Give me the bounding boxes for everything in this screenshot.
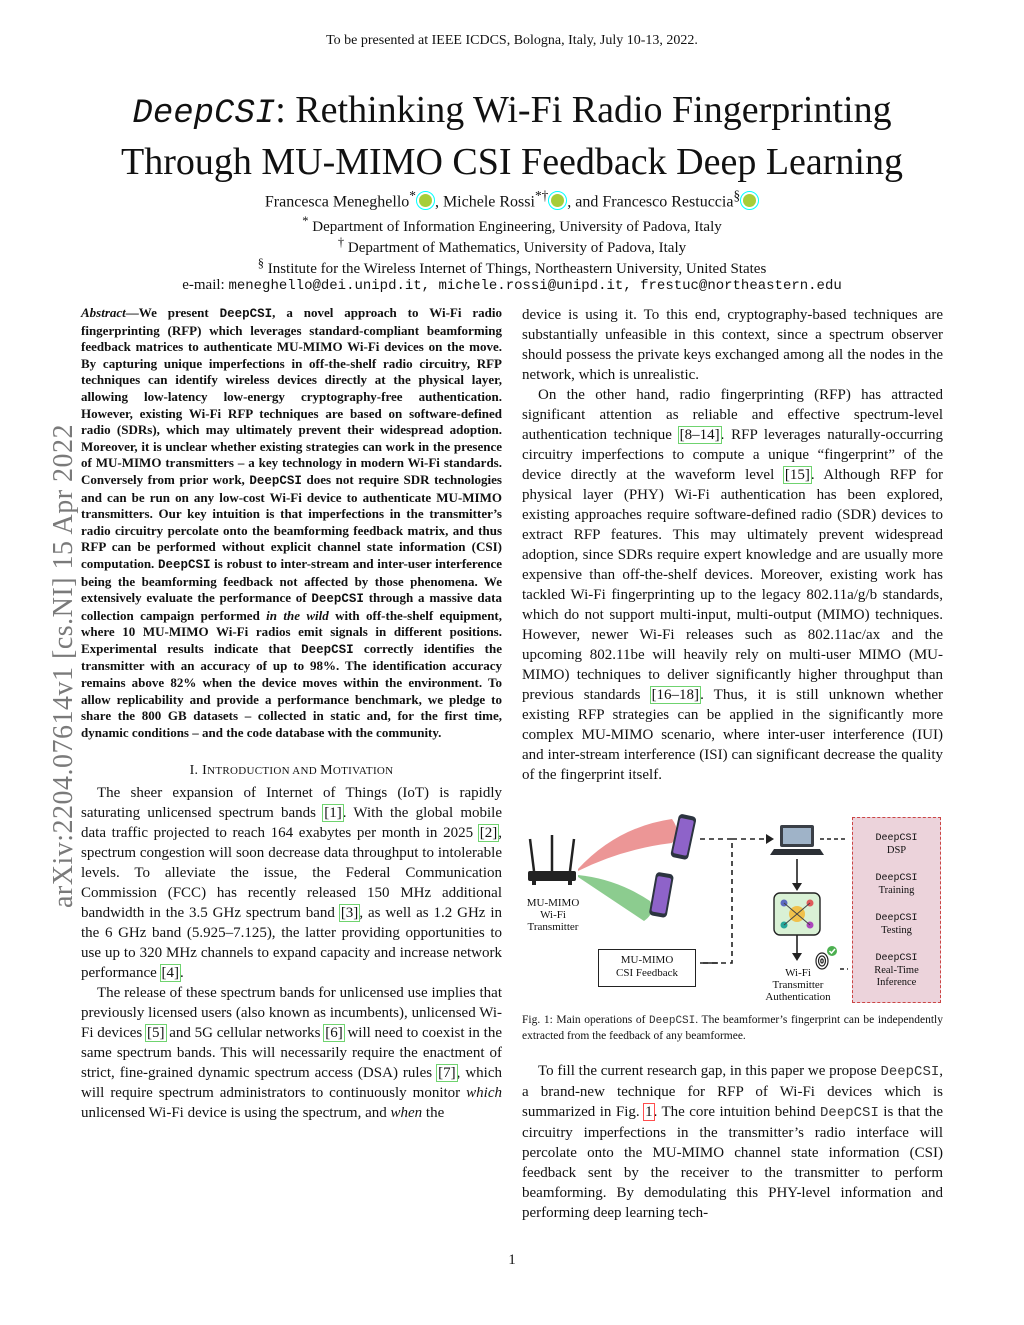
system-name: DeepCSI — [219, 307, 273, 321]
citation-link[interactable]: [5] — [147, 1025, 165, 1042]
authentication-label — [754, 967, 842, 1003]
paragraph-text: . With the global mobile data traffic projected to reach 164 exabytes per month in 2025 — [81, 805, 502, 842]
left-column — [81, 305, 502, 1123]
stack-sub: Inference — [876, 977, 917, 988]
laptop-icon — [770, 825, 824, 855]
citation-link[interactable]: [6] — [325, 1025, 343, 1042]
caption-text: . The beamformer’s fingerprint can be independently extracted from the feedback of any beamformee. — [522, 1014, 943, 1042]
citation-link[interactable]: [8–14] — [679, 427, 720, 443]
paragraph-text: is that the circuitry imperfections in the transmitter’s radio interface will percolate onto the MU-MIMO channel state information (CSI) feedback sent by the receiver to the transmitter to perform beamforming. By demodulating this PHY-level information and performing deep learning tech- — [522, 1104, 943, 1221]
affiliation-mark: * — [302, 214, 309, 228]
title-system-name: DeepCSI — [132, 95, 276, 133]
stack-sub: Training — [878, 885, 915, 896]
abstract-text: with off-the-shelf equipment, where 10 MU-MIMO Wi-Fi radios emit signals in different positions. Experimental results indicate that — [81, 607, 502, 656]
stack-item-testing — [853, 912, 940, 937]
citation-link[interactable]: [4] — [161, 965, 180, 982]
transmitter-label — [522, 897, 584, 933]
affiliation-text: Department of Mathematics, University of Padova, Italy — [344, 240, 687, 256]
affiliation — [0, 256, 1024, 278]
figure-link[interactable]: 1 — [645, 1104, 653, 1120]
arxiv-stamp: arXiv:2204.07614v1 [cs.NI] 15 Apr 2022 — [48, 423, 79, 909]
stack-sub: DSP — [886, 845, 907, 856]
citation-link[interactable]: [15] — [784, 467, 810, 483]
section-title: NTRODUCTION AND — [207, 765, 321, 778]
stack-sub: Real-Time — [874, 965, 919, 976]
paragraph — [81, 783, 502, 983]
abstract-text: correctly identifies the transmitter with an accuracy of up to 98%. The identification accuracy remains above 82% when the device moves within the environment. To allow replicability and provide a performance benchmark, we pledge to share the 800 GB datasets – collected in static and, for the first time, dynamic conditions – and the code database with the community. — [81, 640, 502, 740]
email-line — [0, 277, 1024, 294]
abstract — [81, 305, 502, 741]
paragraph — [81, 983, 502, 1123]
author-mark: § — [733, 188, 741, 203]
system-name: DeepCSI — [311, 592, 364, 607]
neural-network-icon — [774, 893, 820, 935]
affiliation-text: Institute for the Wireless Internet of Things, Northeastern University, United States — [263, 261, 767, 277]
citation-link[interactable]: [2] — [479, 825, 498, 842]
abstract-text: does not require SDR technologies and can be run on any low-cost Wi-Fi device to authenticate MU-MIMO transmitters. Our key intuition is that imperfections in the transmitter’s radio circuitry percolate onto the beamforming feedback matrix, and thus RFP can be performed without explicit channel state information (CSI) computation. — [81, 471, 502, 571]
abstract-emphasis: in the wild — [266, 607, 329, 623]
paragraph-text: , spectrum congestion will soon decrease data throughput to intolerable levels. To alleviate the issue, the Federal Communication Commission (FCC) has recently released 150 MHz additional bandwidth in the 3.5 GHz spectrum band — [81, 825, 502, 922]
author-name: , and Francesco Restuccia — [567, 193, 734, 211]
label-line: Authentication — [765, 991, 831, 1003]
figure-1 — [522, 809, 943, 1005]
feedback-arrow — [700, 839, 732, 963]
title-line2: Through MU-MIMO CSI Feedback Deep Learning — [121, 141, 903, 183]
title-line1: : Rethinking Wi-Fi Radio Fingerprinting — [275, 89, 892, 131]
stack-name: DeepCSI — [875, 953, 918, 964]
paragraph-text: . Although RFP for physical layer (PHY) Wi-Fi authentication has been explored, existing approaches require software-defined radio (SDR) devices to extract RFP features. This may ultimately prevent widespread adoption, since SDRs require expert knowledge and are usually more expensive than off-the-shelf devices. Moreover, existing work has tackled Wi-Fi fingerprinting up to the legacy 802.11a/g/b standards, which do not support multi-input, multi-output (MIMO) techniques. However, newer Wi-Fi releases such as 802.11ac/ax and the upcoming 802.11be will heavily rely on multi-user MIMO (MU-MIMO) techniques to deliver significantly higher throughput than previous standards — [522, 467, 943, 703]
paragraph-text: , as well as 1.2 GHz in the 6 GHz band (5.925–7.125), the latter providing opportunities to use up to 320 MHz channels to expand capacity and increase network performance — [81, 905, 502, 982]
system-name: DeepCSI — [649, 1015, 696, 1027]
affiliation — [0, 214, 1024, 236]
paragraph-text: , a brand-new technique for RFP of Wi-Fi devices which is summarized in Fig. — [522, 1063, 943, 1120]
red-beam-icon — [578, 819, 677, 871]
check-icon — [827, 946, 837, 956]
deepcsi-stack — [852, 817, 941, 1003]
venue-note: To be presented at IEEE ICDCS, Bologna, Italy, July 10-13, 2022. — [326, 33, 698, 48]
figure-caption — [522, 1013, 943, 1043]
stack-name: DeepCSI — [875, 873, 918, 884]
paragraph-text: the — [422, 1105, 445, 1122]
system-name: DeepCSI — [157, 557, 211, 572]
author-mark: *† — [534, 188, 549, 203]
right-column — [522, 305, 943, 1223]
author-name: , Michele Rossi — [434, 193, 535, 211]
paragraph-text: and 5G cellular networks — [165, 1025, 325, 1042]
orcid-icon[interactable] — [551, 194, 564, 207]
csi-feedback-box — [598, 949, 696, 987]
paragraph-text: . The core intuition behind — [653, 1104, 821, 1120]
affiliation-mark: § — [257, 256, 264, 270]
orcid-icon[interactable] — [419, 194, 432, 207]
router-icon — [528, 835, 576, 885]
emphasis: which — [466, 1085, 502, 1102]
label-line: MU-MIMO — [526, 897, 580, 909]
orcid-icon[interactable] — [743, 194, 756, 207]
citation-link[interactable]: [7] — [438, 1065, 456, 1082]
box-line: MU-MIMO — [620, 954, 674, 966]
caption-text: Fig. 1: Main operations of — [522, 1014, 650, 1026]
email-label: e-mail: — [182, 277, 229, 293]
paragraph-text: . RFP leverages naturally-occurring circuitry imperfections to compute a unique “fingerprint” of the device directly at the waveform level — [522, 427, 944, 483]
emphasis: when — [390, 1105, 423, 1122]
paper-title — [40, 86, 984, 186]
paragraph-text: , which will require spectrum administrators to continuously monitor — [81, 1065, 502, 1102]
affiliation-text: Department of Information Engineering, University of Padova, Italy — [308, 219, 722, 235]
affiliation-mark: † — [337, 235, 345, 249]
citation-link[interactable]: [1] — [324, 805, 342, 822]
abstract-label: Abstract — [81, 305, 126, 320]
citation-link[interactable]: [16–18] — [651, 687, 700, 703]
author-mark: * — [409, 188, 416, 203]
paragraph-text: On the other hand, radio fingerprinting (RFP) has attracted significant attention as reliable and effective spectrum-level authentication technique — [522, 387, 943, 443]
paragraph — [522, 1061, 943, 1223]
paragraph-text: The release of these spectrum bands for unlicensed use implies that previously licensed users (also known as incumbents), unlicensed Wi-Fi devices — [81, 985, 502, 1042]
section-title: OTIVATION — [332, 765, 394, 778]
label-line: Transmitter — [772, 979, 824, 991]
phone-icon — [649, 872, 674, 918]
box-line: CSI Feedback — [615, 967, 678, 979]
abstract-text: , a novel approach to Wi-Fi radio fingerprinting (RFP) which leverages standard-compliant beamforming feedback matrices to authenticate MU-MIMO Wi-Fi devices on the move. By capturing unique imperfections in off-the-shelf radio circuitry, RFP techniques can identify wireless devices directly at the physical layer, allowing low-latency low-energy cryptography-free authentication. However, existing Wi-Fi RFP techniques are based on software-defined radio (SDRs), which may ultimately prevent their widespread adoption. Moreover, it is unclear whether existing strategies can work in the presence of MU-MIMO transmitters – a key technology in modern Wi-Fi standards. Conversely from prior work, — [81, 305, 502, 487]
label-line: Transmitter — [527, 921, 579, 933]
paragraph-text: will need to coexist in the same spectrum bands. This will necessarily require the enactment of strict, fine-grained dynamic spectrum access (DSA) rules — [81, 1025, 503, 1082]
abstract-text: is robust to inter-stream and inter-user interference being the beamforming feedback not affected by those phenomena. We extensively evaluate the performance of — [81, 555, 502, 606]
paragraph-text: To fill the current research gap, in this paper we propose — [538, 1063, 881, 1079]
page-number: 1 — [508, 1252, 516, 1268]
system-name: DeepCSI — [249, 473, 302, 488]
stack-item-training — [853, 872, 940, 897]
paragraph — [522, 385, 943, 785]
label-line: Wi-Fi — [785, 967, 811, 979]
label-line: Wi-Fi — [540, 909, 566, 921]
citation-link[interactable]: [3] — [340, 905, 359, 922]
paragraph: device is using it. To this end, cryptography-based techniques are substantially unfeasible in this context, since a spectrum observer should possess the private keys exchanged among all the nodes in the network, which is unrealistic. — [522, 307, 943, 383]
affiliation — [0, 235, 1024, 257]
system-name: DeepCSI — [880, 1064, 940, 1080]
section-title: M — [320, 763, 333, 779]
stack-name: DeepCSI — [875, 833, 918, 844]
abstract-text: through a massive data collection campaign performed — [81, 590, 502, 623]
stack-item-inference — [853, 952, 940, 989]
section-number: I. — [189, 763, 203, 779]
author-name: Francesca Meneghello — [264, 193, 410, 211]
abstract-text: —We present — [125, 305, 220, 320]
system-name: DeepCSI — [301, 642, 354, 657]
stack-sub: Testing — [881, 925, 912, 936]
stack-name: DeepCSI — [875, 913, 918, 924]
stack-item-dsp — [853, 832, 940, 857]
email-addresses[interactable]: meneghello@dei.unipd.it, michele.rossi@unipd.it, frestuc@northeastern.edu — [228, 278, 842, 294]
author-list — [0, 188, 1024, 211]
paragraph-text: . Thus, it is still unknown whether existing RFP strategies can be applied in the significantly more complex MU-MIMO scenario, where inter-user interference (IUI) and inter-stream interference (ISI) can significant decrease the quality of the fingerprint itself. — [522, 687, 943, 783]
paragraph-text: . — [180, 965, 184, 982]
section-heading — [81, 763, 502, 779]
green-beam-icon — [578, 875, 652, 921]
paragraph-text: unlicensed Wi-Fi device is using the spectrum, and — [81, 1105, 391, 1122]
section-title: I — [202, 763, 208, 779]
paragraph-text: The sheer expansion of Internet of Things (IoT) is rapidly saturating unlicensed spectrum bands — [81, 785, 502, 822]
system-name: DeepCSI — [820, 1105, 879, 1121]
